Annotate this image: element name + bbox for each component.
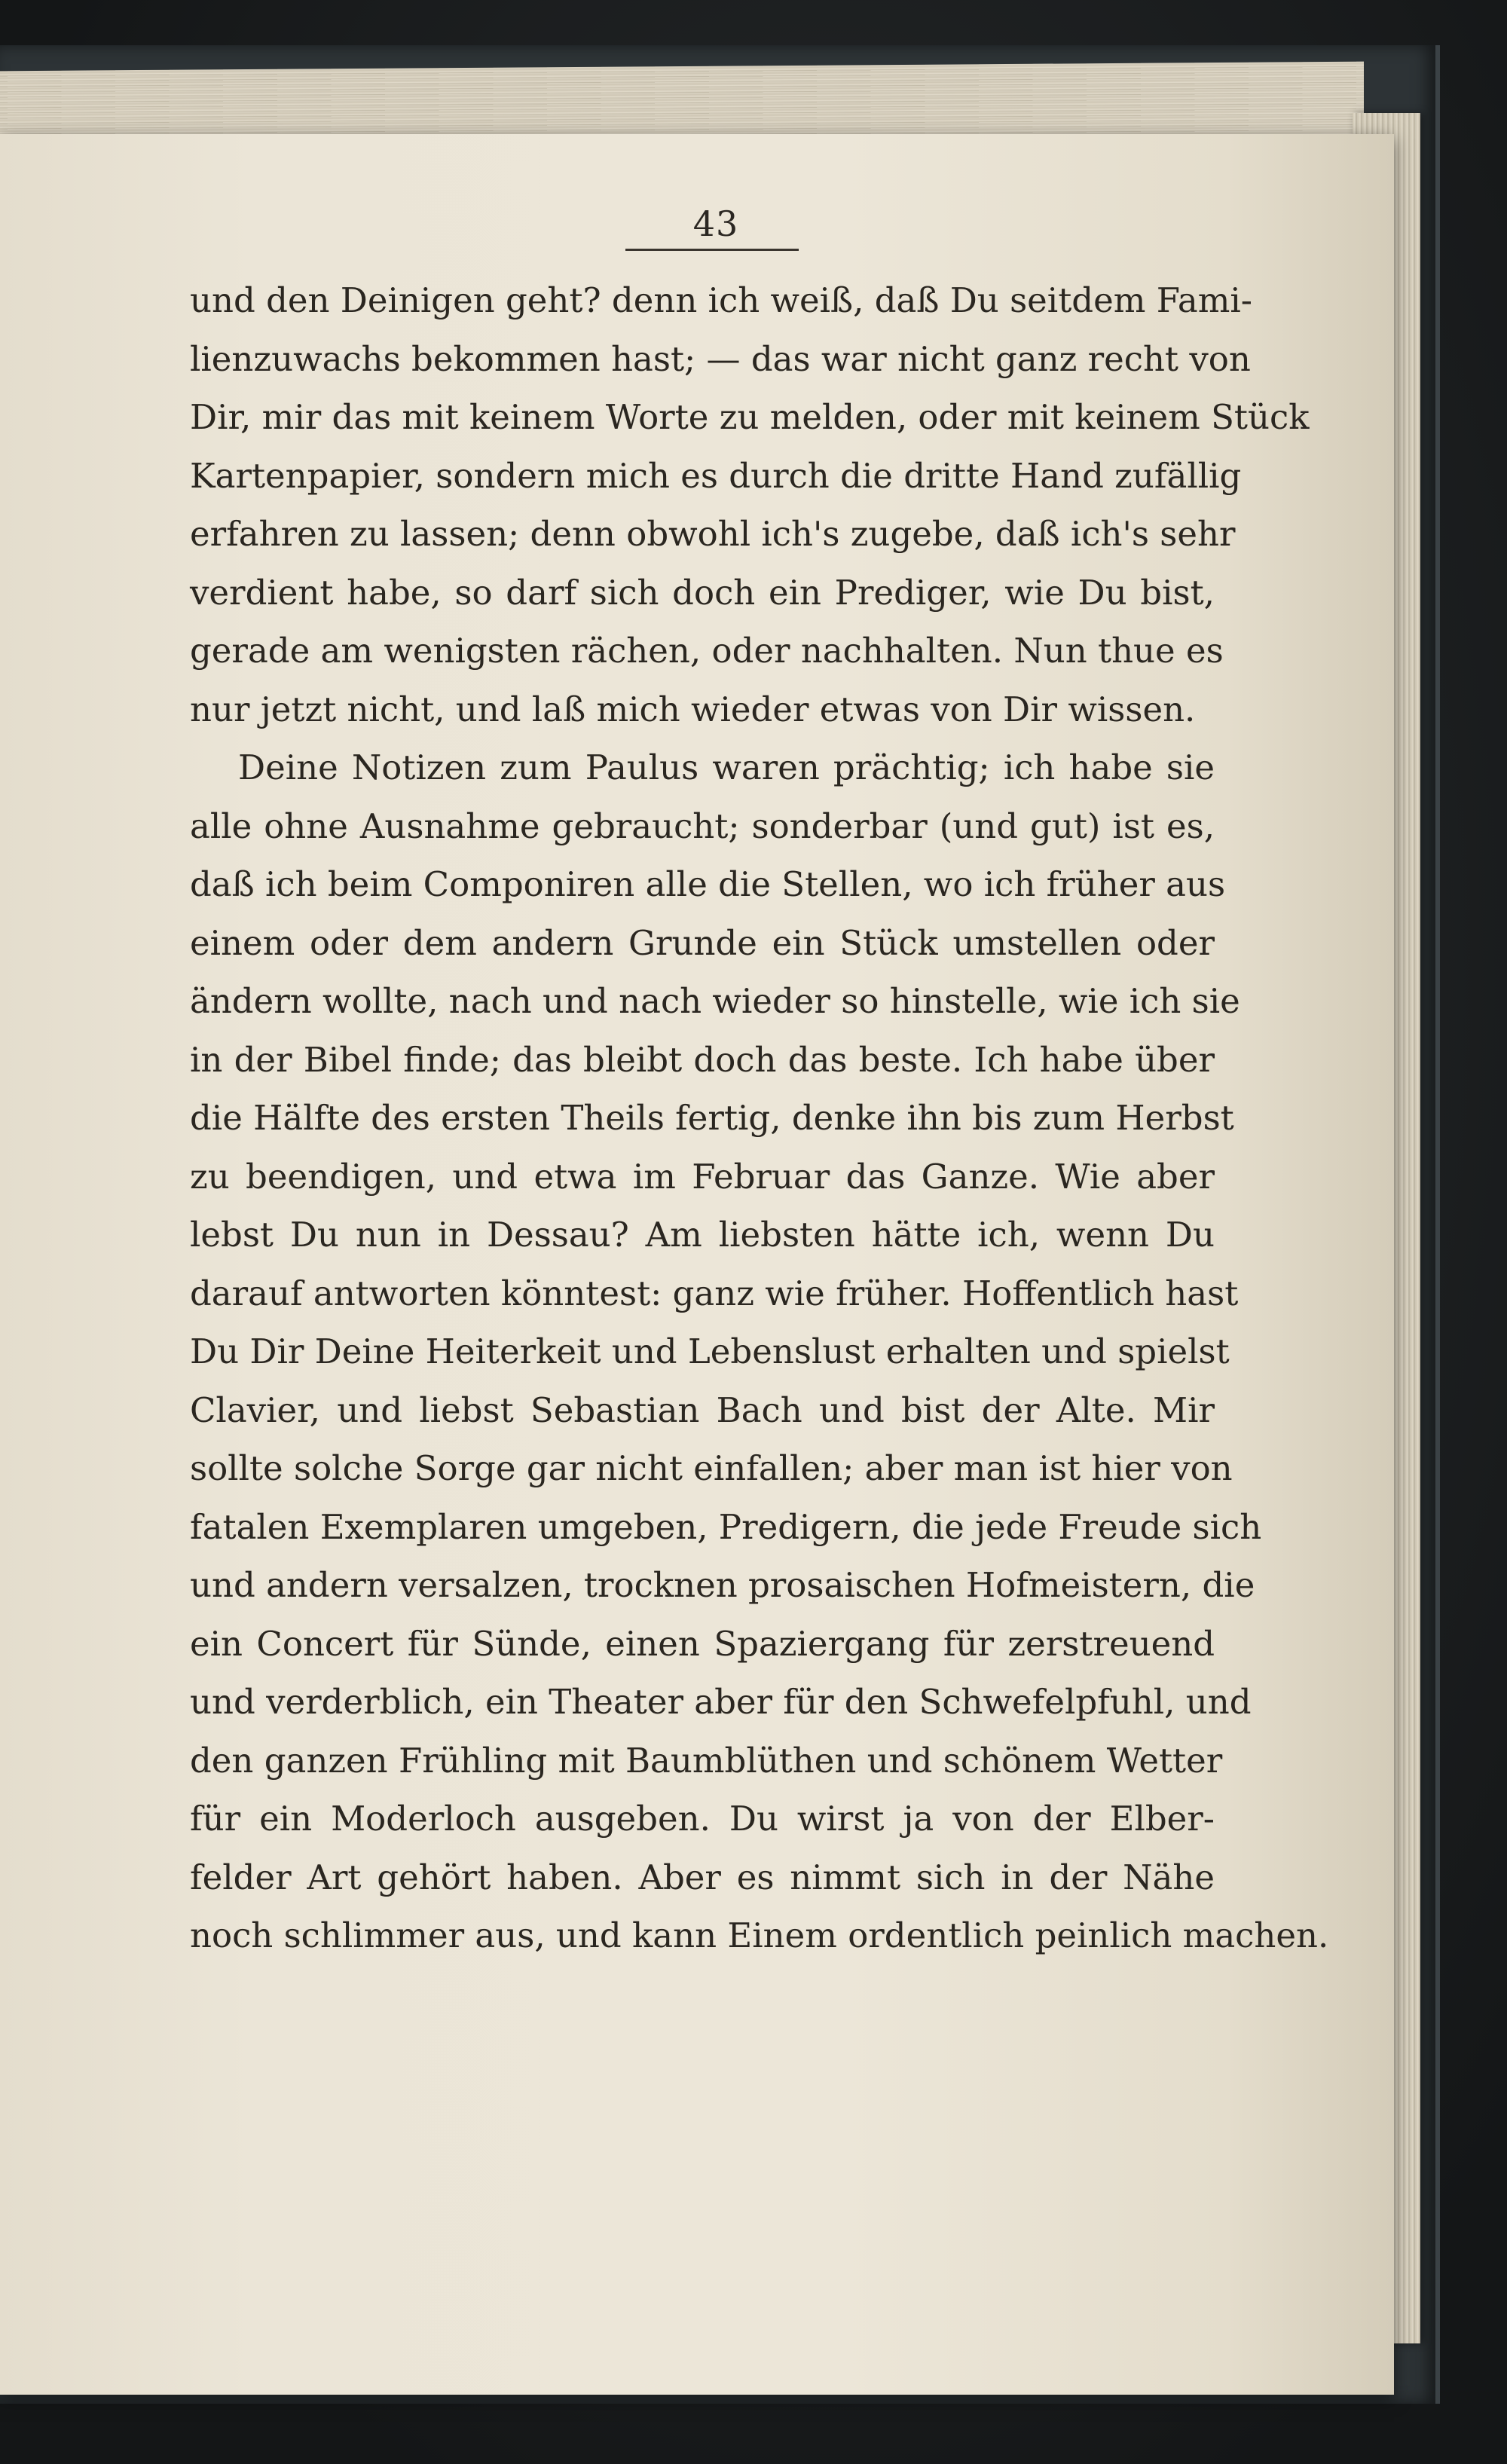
text-line: und den Deinigen geht? denn ich weiß, daß Du seitdem Fami- — [190, 280, 1252, 320]
text-line: zu beendigen, und etwa im Februar das Ganze. Wie aber — [190, 1156, 1215, 1197]
text-line: alle ohne Ausnahme gebraucht; sonderbar (und gut) ist es, — [190, 806, 1215, 846]
text-line: und verderblich, ein Theater aber für den Schwefelpfuhl, und — [190, 1682, 1252, 1722]
text-line: Clavier, und liebst Sebastian Bach und bist der Alte. Mir — [190, 1389, 1215, 1430]
text-line: noch schlimmer aus, und kann Einem ordentlich peinlich machen. — [190, 1915, 1329, 1955]
text-line: ändern wollte, nach und nach wieder so hinstelle, wie ich sie — [190, 981, 1240, 1021]
text-line: den ganzen Frühling mit Baumblüthen und schönem Wetter — [190, 1740, 1223, 1781]
text-line: felder Art gehört haben. Aber es nimmt sich in der Nähe — [190, 1857, 1215, 1897]
text-line: fatalen Exemplaren umgeben, Predigern, die jede Freude sich — [190, 1506, 1262, 1547]
text-line: ein Concert für Sünde, einen Spaziergang für zerstreuend — [190, 1623, 1215, 1664]
text-line: lienzuwachs bekommen hast; — das war nicht ganz recht von — [190, 338, 1251, 379]
page-number-rule — [625, 249, 799, 251]
body-text — [190, 271, 1329, 1965]
text-line: daß ich beim Componiren alle die Stellen, wo ich früher aus — [190, 864, 1226, 904]
text-line: darauf antworten könntest: ganz wie früher. Hoffentlich hast — [190, 1273, 1239, 1313]
text-line: verdient habe, so darf sich doch ein Prediger, wie Du bist, — [190, 572, 1215, 613]
text-line: Kartenpapier, sondern mich es durch die dritte Hand zufällig — [190, 455, 1242, 496]
text-line: die Hälfte des ersten Theils fertig, denke ihn bis zum Herbst — [190, 1098, 1234, 1138]
text-line: einem oder dem andern Grunde ein Stück umstellen oder — [190, 922, 1215, 963]
text-line: in der Bibel finde; das bleibt doch das beste. Ich habe über — [190, 1039, 1215, 1080]
text-line: Deine Notizen zum Paulus waren prächtig; ich habe sie — [238, 747, 1215, 787]
text-line: und andern versalzen, trocknen prosaischen Hofmeistern, die — [190, 1565, 1255, 1605]
text-line: erfahren zu lassen; denn obwohl ich's zugebe, daß ich's sehr — [190, 514, 1236, 554]
text-line: für ein Moderloch ausgeben. Du wirst ja von der Elber- — [190, 1799, 1215, 1839]
text-line: sollte solche Sorge gar nicht einfallen; aber man ist hier von — [190, 1448, 1233, 1488]
text-line: Dir, mir das mit keinem Worte zu melden, oder mit keinem Stück — [190, 397, 1310, 437]
text-line: nur jetzt nicht, und laß mich wieder etwas von Dir wissen. — [190, 689, 1196, 729]
text-line: Du Dir Deine Heiterkeit und Lebenslust erhalten und spielst — [190, 1331, 1230, 1371]
page-number: 43 — [692, 203, 739, 244]
text-line: lebst Du nun in Dessau? Am liebsten hätte ich, wenn Du — [190, 1215, 1215, 1255]
text-line: gerade am wenigsten rächen, oder nachhalten. Nun thue es — [190, 631, 1224, 671]
